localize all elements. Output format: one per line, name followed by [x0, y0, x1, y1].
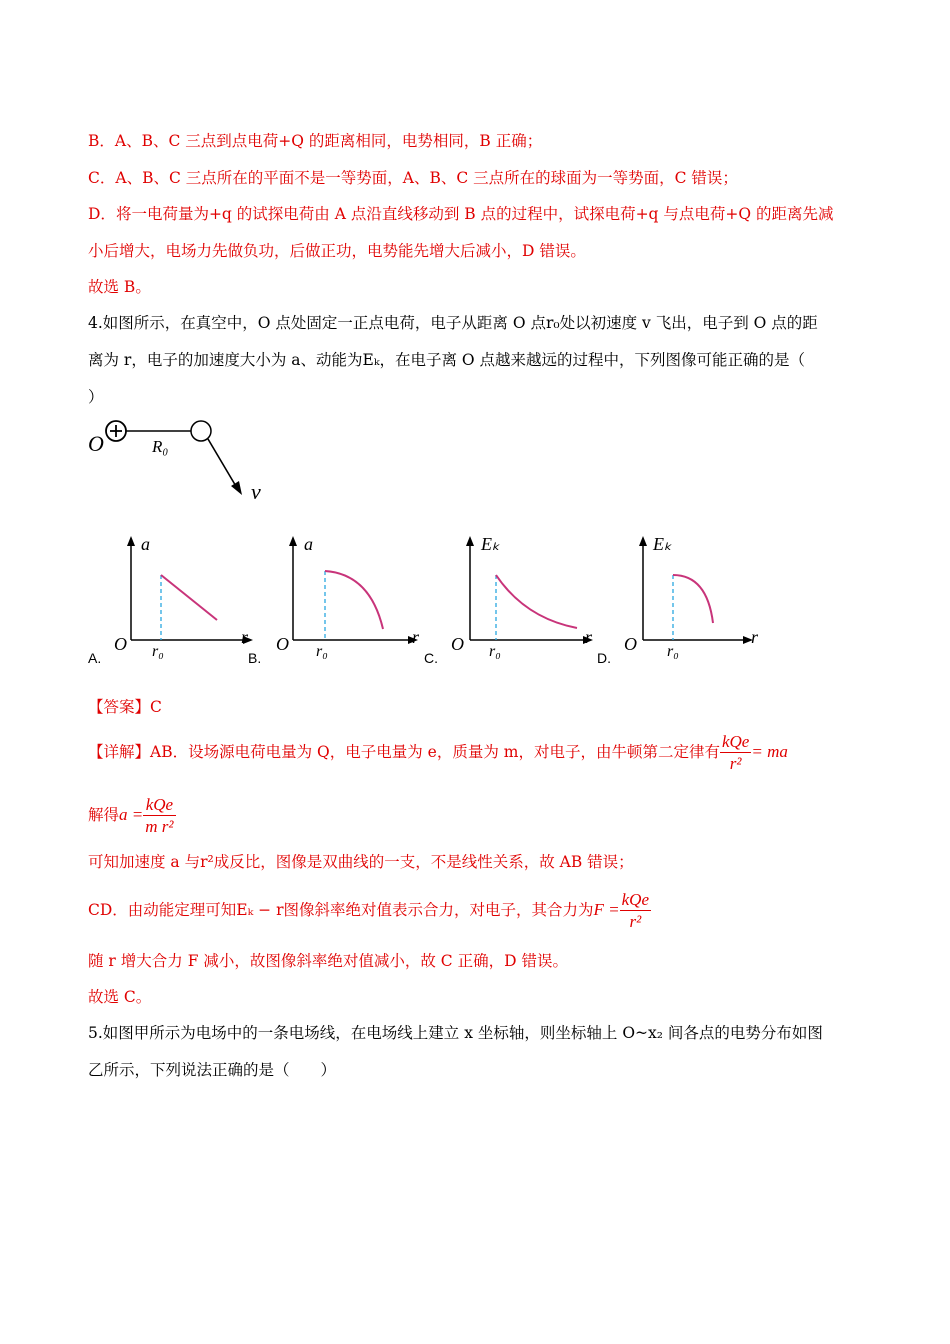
option-b-graph	[270, 530, 420, 665]
option-d-graph	[615, 530, 770, 665]
c-label: C．	[88, 169, 116, 187]
option-c-r0-tick: r₀	[489, 643, 501, 660]
eq2-lhs: a =	[119, 805, 144, 824]
charge-figure	[80, 415, 280, 510]
question-4-line-3: ）	[88, 388, 104, 406]
option-c-curve	[496, 575, 577, 628]
option-c-explanation	[88, 167, 738, 189]
option-a-origin: O	[114, 634, 127, 654]
option-b-curve	[325, 571, 383, 629]
question-5-line-2: 乙所示，下列说法正确的是（ ）	[88, 1061, 337, 1079]
eq3-num: kQe	[621, 889, 649, 909]
b-text: A、B、C 三点到点电荷+Q 的距离相同，电势相同，B 正确；	[114, 132, 543, 150]
eq2-den: m r²	[145, 816, 174, 836]
question-4-line-1: 4.如图所示，在真空中，O 点处固定一正点电荷，电子从距离 O 点r₀处以初速度 v 飞出，电子到 O 点的距	[88, 314, 818, 332]
detail-label: 【详解】	[88, 743, 151, 761]
option-b-x-label: r	[412, 627, 420, 647]
solve-line	[88, 793, 176, 838]
option-b-explanation	[88, 130, 542, 152]
option-a-y-label: a	[141, 534, 150, 554]
option-d-explanation-cont: 小后增大，电场力先做负功，后做正功，电势能先增大后减小，D 错误。	[88, 242, 586, 260]
eq3-lhs: F =	[593, 900, 620, 919]
eq1-num: kQe	[721, 731, 750, 751]
option-a-graph	[105, 530, 255, 665]
option-a-label[interactable]: A.	[88, 650, 102, 666]
option-a-curve	[161, 575, 217, 620]
answer-title: 【答案】C	[88, 698, 162, 716]
eq1-rhs: = ma	[751, 742, 788, 761]
eq1-den: r²	[720, 752, 751, 775]
figure-v-label: v	[251, 479, 261, 504]
cd-text: CD．由动能定理可知Eₖ − r图像斜率绝对值表示合力，对电子，其合力为	[88, 901, 594, 919]
option-d-origin: O	[624, 634, 637, 654]
d-label: D．	[88, 205, 116, 223]
velocity-arrow	[208, 439, 237, 488]
acceleration-fraction	[143, 795, 175, 838]
option-a-x-label: r	[241, 627, 249, 647]
force-decrease-line: 随 r 增大合力 F 减小，故图像斜率绝对值减小，故 C 正确，D 错误。	[88, 952, 568, 970]
detail-cd	[88, 888, 651, 933]
detail-ab	[88, 730, 788, 775]
option-d-y-label: Eₖ	[653, 534, 672, 554]
option-d-r0-tick: r₀	[667, 643, 679, 660]
d-text-1: 将一电荷量为+q 的试探电荷由 A 点沿直线移动到 B 点的过程中，试探电荷+q 与点电荷+Q 的距离先减	[115, 205, 834, 223]
detail-ab-text: AB．设场源电荷电量为 Q，电子电量为 e，质量为 m，对电子，由牛顿第二定律有	[150, 743, 720, 761]
option-d-explanation	[88, 203, 834, 225]
option-b-r0-tick: r₀	[316, 643, 328, 660]
option-d-label[interactable]: D.	[597, 650, 611, 666]
eq3-den: r²	[620, 910, 651, 933]
previous-choice: 故选 B。	[88, 278, 151, 296]
eq2-num: kQe	[145, 794, 174, 814]
electron-icon	[191, 421, 211, 441]
option-b-origin: O	[276, 634, 289, 654]
option-c-origin: O	[451, 634, 464, 654]
option-c-x-label: r	[585, 627, 593, 647]
inverse-square-line: 可知加速度 a 与r²成反比，图像是双曲线的一支，不是线性关系，故 AB 错误；	[88, 853, 634, 871]
option-d-curve	[673, 575, 713, 623]
option-d-x-label: r	[751, 627, 759, 647]
question-5-line-1: 5.如图甲所示为电场中的一条电场线，在电场线上建立 x 坐标轴，则坐标轴上 O~x₂ 间各点的电势分布如图	[88, 1024, 823, 1042]
answer-choice: 故选 C。	[88, 988, 152, 1006]
option-c-graph	[445, 530, 595, 665]
question-4-line-2: 离为 r，电子的加速度大小为 a、动能为Eₖ，在电子离 O 点越来越远的过程中，下列图像可能正确的是（	[88, 351, 806, 369]
option-b-label[interactable]: B.	[248, 650, 262, 666]
force-fraction	[620, 890, 651, 933]
solve-label: 解得	[88, 806, 120, 824]
c-text: A、B、C 三点所在的平面不是一等势面，A、B、C 三点所在的球面为一等势面，C 错误；	[115, 169, 738, 187]
newton-fraction	[720, 732, 751, 775]
option-c-y-label: Eₖ	[481, 534, 500, 554]
figure-r0-label: R₀	[152, 437, 169, 456]
option-b-y-label: a	[304, 534, 313, 554]
option-a-r0-tick: r₀	[152, 643, 164, 660]
b-label: B．	[88, 132, 115, 150]
option-c-label[interactable]: C.	[424, 650, 438, 666]
figure-o-label: O	[88, 431, 104, 456]
